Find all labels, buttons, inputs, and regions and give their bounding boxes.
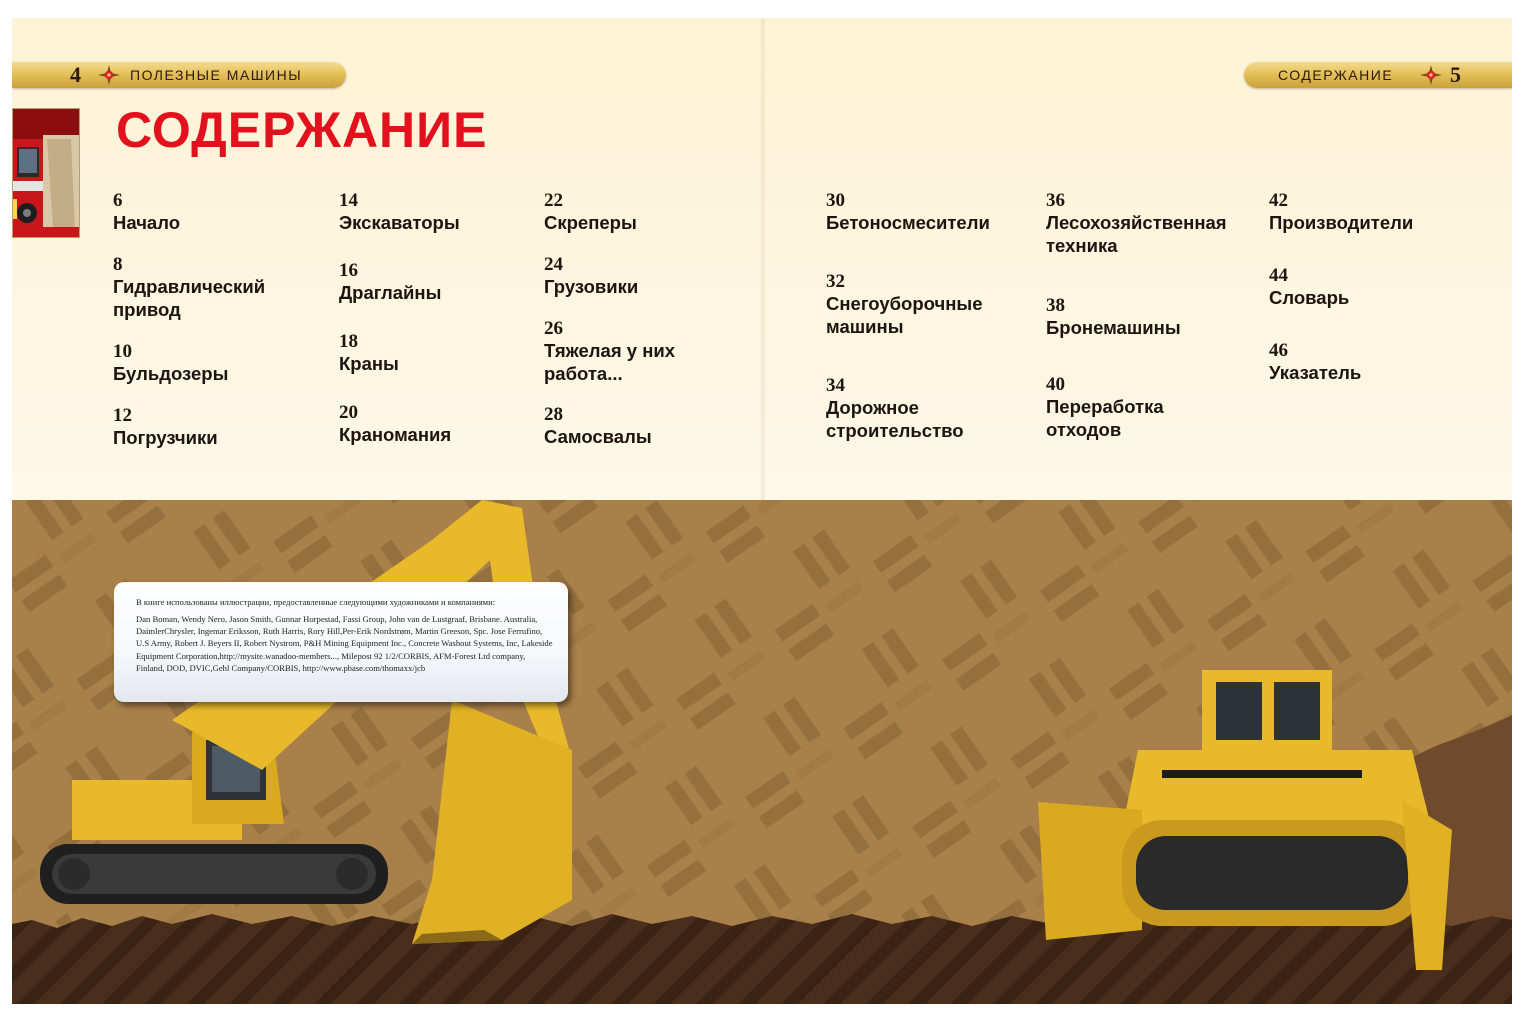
- right-page-number: 5: [1450, 62, 1461, 87]
- toc-entry[interactable]: [339, 402, 549, 446]
- toc-entry[interactable]: [113, 341, 323, 385]
- toc-column-4: [826, 190, 1006, 442]
- toc-page-number: 6: [113, 190, 123, 211]
- toc-entry[interactable]: [339, 331, 549, 375]
- toc-column-1: [113, 190, 323, 449]
- left-header-tab: [12, 62, 346, 88]
- toc-page-number: 36: [1046, 190, 1065, 211]
- toc-label: Краны: [339, 353, 399, 374]
- illustration-credits-box: [114, 582, 568, 702]
- toc-column-5: [1046, 190, 1246, 441]
- toc-label: Дорожное строительство: [826, 397, 964, 441]
- toc-column-6: [1269, 190, 1469, 384]
- toc-page-number: 26: [544, 318, 563, 339]
- toc-entry[interactable]: [1046, 295, 1246, 339]
- book-spread: [12, 18, 1512, 1004]
- toc-entry[interactable]: [1046, 190, 1246, 257]
- toc-label: Бронемашины: [1046, 317, 1181, 338]
- toc-label: Снегоуборочные машины: [826, 293, 983, 337]
- toc-entry[interactable]: [544, 190, 704, 234]
- toc-label: Скреперы: [544, 212, 637, 233]
- toc-label: Бетоносмесители: [826, 212, 990, 233]
- toc-entry[interactable]: [339, 260, 549, 304]
- toc-page-number: 46: [1269, 340, 1288, 361]
- toc-page-number: 20: [339, 402, 358, 423]
- toc-entry[interactable]: [113, 254, 323, 321]
- toc-column-3: [544, 190, 704, 448]
- toc-page-number: 40: [1046, 374, 1065, 395]
- toc-page-number: 32: [826, 271, 845, 292]
- toc-entry[interactable]: [1269, 265, 1469, 309]
- toc-label: Погрузчики: [113, 427, 218, 448]
- toc-entry[interactable]: [339, 190, 549, 234]
- compass-rose-icon: [98, 65, 120, 89]
- toc-page-number: 8: [113, 254, 123, 275]
- toc-entry[interactable]: [1269, 340, 1469, 384]
- construction-illustration: [12, 500, 1512, 1004]
- toc-page-number: 12: [113, 405, 132, 426]
- right-header-tab: [1244, 62, 1512, 88]
- toc-entry[interactable]: [826, 271, 1006, 338]
- toc-page-number: 44: [1269, 265, 1288, 286]
- credits-names: Dan Boman, Wendy Nero, Jason Smith, Gunnar Horpestad, Fassi Group, John van de Lustgraaf, Brisbane. Australia, DaimlerChrysler, Ingemar Eriksson, Ruth Harris, Rory Hill,Per-Erik Nordstrøm, Martin Greeson, Spc. Jose Ferrufino, U.S Army, Robert J. Beyers II, Robert Nystrom, P&H Mining Equipment Inc., Concrete Washout Systems, Inc, Lakeside Equipment Corporation,http://mysite.wanadoo-members..., Milepost 92 1/2/CORBIS, AFM-Forest Ltd company, Finland, DOD, DVIC,Gehl Company/CORBIS, http://www.pbase.com/thomaxx/jcb: [136, 614, 553, 673]
- toc-page-number: 38: [1046, 295, 1065, 316]
- toc-entry[interactable]: [826, 375, 1006, 442]
- toc-label: Начало: [113, 212, 181, 233]
- toc-page-number: 42: [1269, 190, 1288, 211]
- toc-label: Гидравлический привод: [113, 276, 266, 320]
- compass-rose-icon: [1420, 65, 1442, 89]
- toc-entry[interactable]: [113, 405, 323, 449]
- toc-label: Бульдозеры: [113, 363, 229, 384]
- toc-page-number: 22: [544, 190, 563, 211]
- toc-label: Лесохозяйственная техника: [1046, 212, 1227, 256]
- toc-page-number: 24: [544, 254, 563, 275]
- toc-label: Драглайны: [339, 282, 442, 303]
- toc-label: Самосвалы: [544, 426, 652, 447]
- toc-label: Указатель: [1269, 362, 1362, 383]
- fire-truck-thumbnail: [12, 108, 80, 238]
- right-section-label: СОДЕРЖАНИЕ: [1278, 67, 1394, 83]
- toc-entry[interactable]: [544, 254, 704, 298]
- toc-entry[interactable]: [1046, 374, 1246, 441]
- credits-intro: В книге использованы иллюстрации, предоставленные следующими художниками и компаниями:: [136, 597, 496, 607]
- toc-page-number: 18: [339, 331, 358, 352]
- toc-page-number: 16: [339, 260, 358, 281]
- toc-label: Тяжелая у них работа...: [544, 340, 676, 384]
- toc-page-number: 14: [339, 190, 358, 211]
- toc-label: Производители: [1269, 212, 1414, 233]
- toc-entry[interactable]: [544, 404, 704, 448]
- toc-label: Переработка отходов: [1046, 396, 1164, 440]
- toc-page-number: 28: [544, 404, 563, 425]
- toc-page-number: 10: [113, 341, 132, 362]
- toc-entry[interactable]: [113, 190, 323, 234]
- toc-label: Экскаваторы: [339, 212, 460, 233]
- toc-entry[interactable]: [544, 318, 704, 385]
- toc-label: Краномания: [339, 424, 452, 445]
- page-gutter: [760, 18, 766, 500]
- toc-page-number: 30: [826, 190, 845, 211]
- toc-label: Грузовики: [544, 276, 639, 297]
- toc-entry[interactable]: [1269, 190, 1469, 234]
- toc-page-number: 34: [826, 375, 845, 396]
- left-section-label: ПОЛЕЗНЫЕ МАШИНЫ: [130, 67, 303, 83]
- toc-column-2: [339, 190, 549, 446]
- left-page-number: 4: [70, 62, 81, 87]
- page-title: СОДЕРЖАНИЕ: [116, 102, 488, 158]
- toc-entry[interactable]: [826, 190, 1006, 234]
- toc-label: Словарь: [1269, 287, 1350, 308]
